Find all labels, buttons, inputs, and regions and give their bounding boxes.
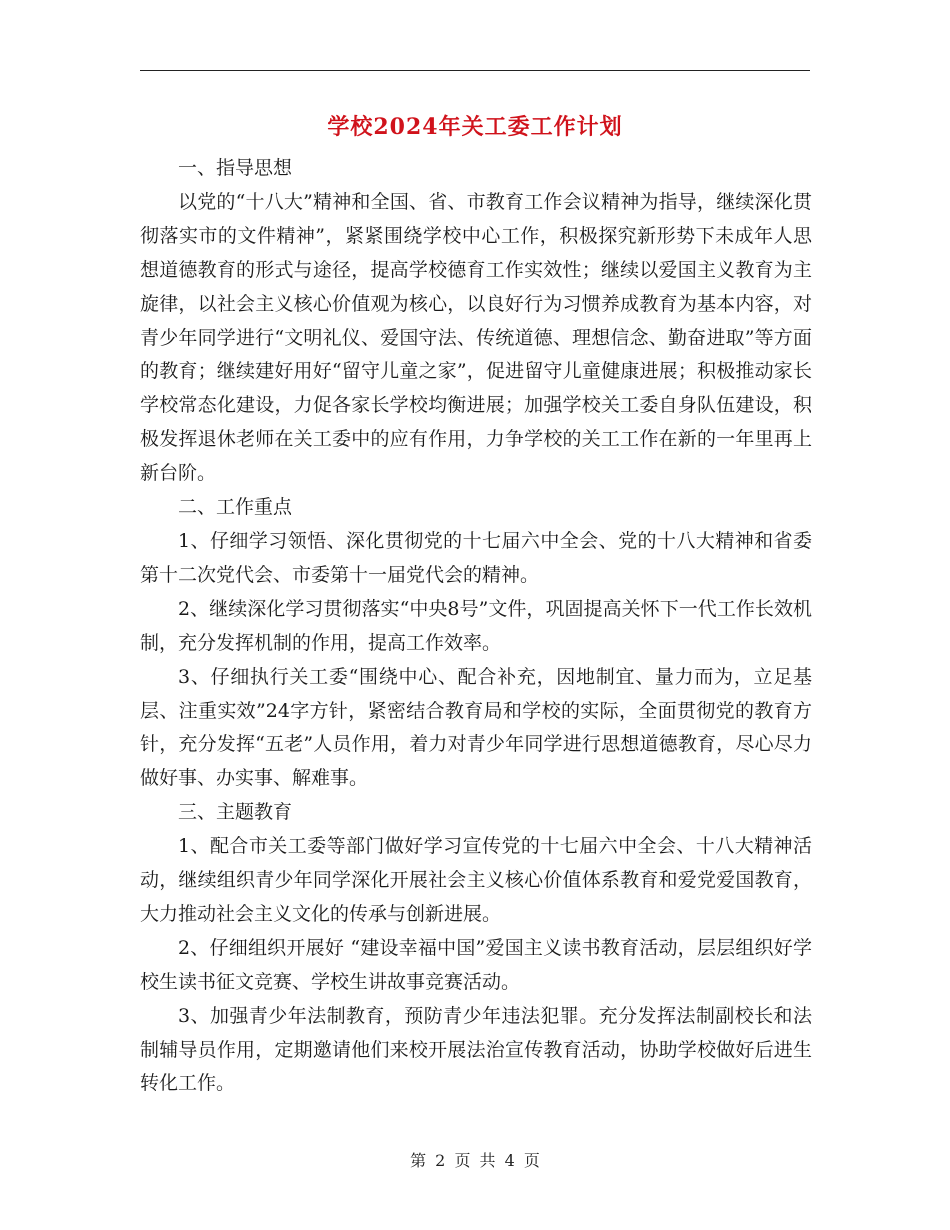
section-heading-2: 二、工作重点 [178, 496, 293, 519]
paragraph: 1、配合市关工委等部门做好学习宣传党的十七届六中全会、十八大精神活动，继续组织青少年同学深化开展社会主义核心价值体系教育和爱党爱国教育，大力推动社会主义文化的传承与创新进展。 [140, 835, 812, 925]
document-title: 学校2024年关工委工作计划 [327, 114, 623, 140]
page-number: 第 2 页 共 4 页 [410, 1151, 540, 1170]
section-heading-3: 三、主题教育 [178, 801, 293, 824]
paragraph: 以党的“十八大”精神和全国、省、市教育工作会议精神为指导，继续深化贯彻落实市的文件精神”，紧紧围绕学校中心工作，积极探究新形势下未成年人思想道德教育的形式与途径，提高学校德育工作实效性；继续以爱国主义教育为主旋律，以社会主义核心价值观为核心，以良好行为习惯养成教育为基本内容，对青少年同学进行“文明礼仪、爱国守法、传统道德、理想信念、勤奋进取”等方面的教育；继续建好用好“留守儿童之家”，促进留守儿童健康进展；积极推动家长学校常态化建设，力促各家长学校均衡进展；加强学校关工委自身队伍建设，积极发挥退休老师在关工委中的应有作用，力争学校的关工工作在新的一年里再上新台阶。 [140, 190, 812, 485]
paragraph: 1、仔细学习领悟、深化贯彻党的十七届六中全会、党的十八大精神和省委第十二次党代会、市委第十一届党代会的精神。 [140, 529, 812, 586]
paragraph: 3、仔细执行关工委“围绕中心、配合补充，因地制宜、量力而为，立足基层、注重实效”24字方针，紧密结合教育局和学校的实际，全面贯彻党的教育方针，充分发挥“五老”人员作用，着力对青少年同学进行思想道德教育，尽心尽力做好事、办实事、解难事。 [140, 665, 812, 790]
paragraph: 2、仔细组织开展好 “建设幸福中国”爱国主义读书教育活动，层层组织好学校生读书征文竞赛、学校生讲故事竞赛活动。 [140, 936, 812, 993]
header-rule [140, 70, 810, 71]
paragraph: 3、加强青少年法制教育，预防青少年违法犯罪。充分发挥法制副校长和法制辅导员作用，定期邀请他们来校开展法治宣传教育活动，协助学校做好后进生转化工作。 [140, 1004, 812, 1095]
document-body [140, 152, 812, 1101]
section-heading-1: 一、指导思想 [178, 157, 293, 179]
paragraph: 2、继续深化学习贯彻落实“中央8号”文件，巩固提高关怀下一代工作长效机制，充分发挥机制的作用，提高工作效率。 [140, 597, 812, 654]
